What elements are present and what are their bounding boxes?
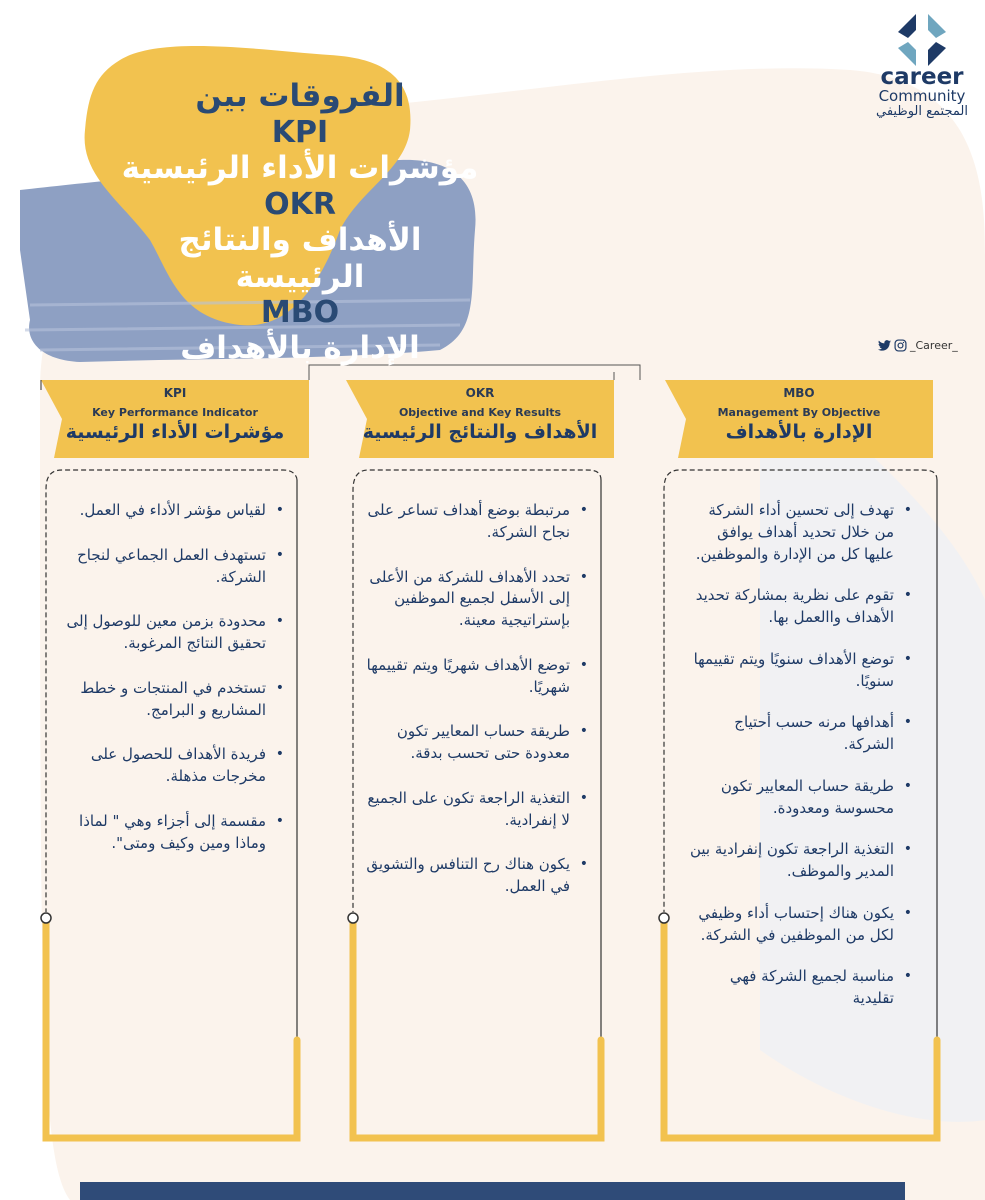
logo <box>872 12 972 119</box>
column-header-okr <box>346 380 614 458</box>
mbo-list <box>688 500 920 1010</box>
footer-bar <box>80 1182 905 1200</box>
column-full-name: Objective and Key Results <box>398 406 562 419</box>
list-item: • يكون هناك رح التنافس والتشويق في العمل. <box>364 854 596 898</box>
logo-word-arabic: المجتمع الوظيفي <box>876 103 968 119</box>
main-title <box>110 78 490 367</box>
list-item: • لقياس مؤشر الأداء في العمل. <box>60 500 292 522</box>
list-item: • طريقة حساب المعايير تكون معدودة حتى تحسب بدقة. <box>364 721 596 765</box>
list-item: • توضع الأهداف شهريًا ويتم تقييمها شهريًا. <box>364 655 596 699</box>
list-item: • مناسبة لجميع الشركة فهي تقليدية <box>688 966 920 1010</box>
logo-word-community: Community <box>878 87 966 105</box>
column-full-name: Key Performance Indicator <box>92 406 258 419</box>
title-line-okr-ar: الأهداف والنتائج الرئييسة <box>178 221 422 295</box>
list-item: • محدودة بزمن معين للوصول إلى تحقيق النتائج المرغوبة. <box>60 611 292 655</box>
social-handle-text: _Career_ <box>910 339 958 352</box>
title-line-differences: الفروقات بين <box>195 78 405 114</box>
list-item: • تستهدف العمل الجماعي لنجاح الشركة. <box>60 545 292 589</box>
column-body-okr <box>364 500 596 921</box>
list-item: • فريدة الأهداف للحصول على مخرجات مذهلة. <box>60 744 292 788</box>
okr-list <box>364 500 596 898</box>
kpi-list <box>60 500 292 854</box>
column-body-mbo <box>688 500 920 1030</box>
column-arabic-name: الإدارة بالأهداف <box>725 421 873 443</box>
title-line-kpi: KPI <box>271 114 329 150</box>
social-handle <box>878 339 958 352</box>
list-item: • طريقة حساب المعايير تكون محسوسة ومعدودة. <box>688 776 920 820</box>
list-item: • أهدافها مرنه حسب أحتياج الشركة. <box>688 712 920 756</box>
list-item: • التغذية الراجعة تكون إنفرادية بين المدير والموظف. <box>688 839 920 883</box>
column-header-mbo <box>665 380 933 458</box>
column-arabic-name: مؤشرات الأداء الرئيسية <box>65 421 285 443</box>
list-item: • تحدد الأهداف للشركة من الأعلى إلى الأسفل لجميع الموظفين بإستراتيجية معينة. <box>364 567 596 632</box>
list-item: • يكون هناك إحتساب أداء وظيفي لكل من الموظفين في الشركة. <box>688 903 920 947</box>
list-item: • توضع الأهداف سنويًا ويتم تقييمها سنويًا. <box>688 649 920 693</box>
title-line-kpi-ar: مؤشرات الأداء الرئيسية <box>121 149 479 186</box>
title-line-mbo-ar: الإدارة بالأهداف <box>180 330 420 367</box>
logo-word-career: career <box>880 64 964 90</box>
list-item: • تهدف إلى تحسين أداء الشركة من خلال تحديد أهداف يوافق عليها كل من الإدارة والموظفين. <box>688 500 920 565</box>
twitter-icon <box>878 340 891 351</box>
list-item: • مقسمة إلى أجزاء وهي " لماذا وماذا ومين وكيف ومتى". <box>60 811 292 855</box>
list-item: • التغذية الراجعة تكون على الجميع لا إنفرادية. <box>364 788 596 832</box>
instagram-icon <box>894 339 907 352</box>
list-item: • مرتبطة بوضع أهداف تساعر على نجاح الشركة. <box>364 500 596 544</box>
column-header-kpi <box>41 380 309 458</box>
column-full-name: Management By Objective <box>717 406 881 419</box>
title-line-okr: OKR <box>264 186 336 222</box>
column-abbr: KPI <box>163 386 187 400</box>
column-body-kpi <box>60 500 292 877</box>
list-item: • تقوم على نظرية بمشاركة تحديد الأهداف واالعمل بها. <box>688 585 920 629</box>
list-item: • تستخدم في المنتجات و خطط المشاريع و البرامج. <box>60 678 292 722</box>
title-line-mbo: MBO <box>260 295 340 331</box>
column-abbr: OKR <box>465 386 495 400</box>
column-abbr: MBO <box>783 386 815 400</box>
column-arabic-name: الأهداف والنتائج الرئيسية <box>362 421 598 443</box>
